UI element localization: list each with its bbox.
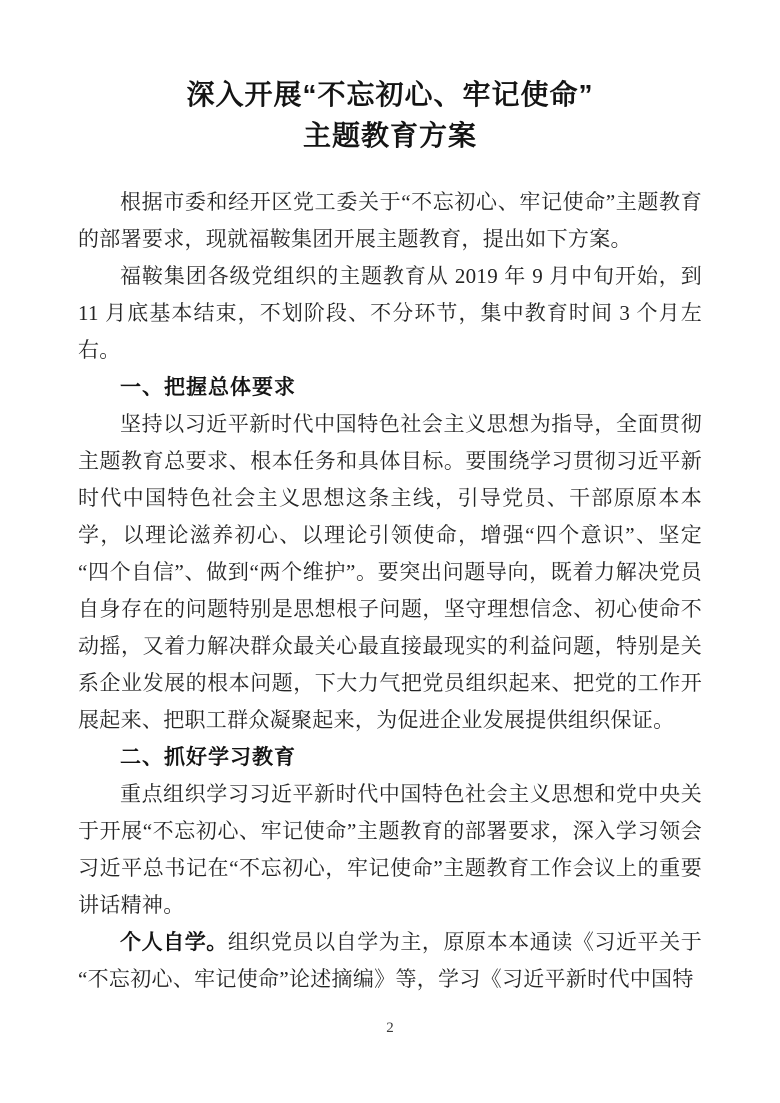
document-body [78,184,702,998]
self-study-paragraph [78,924,702,998]
section-2-heading: 二、抓好学习教育 [120,746,296,769]
section-2-paragraph: 重点组织学习习近平新时代中国特色社会主义思想和党中央关于开展“不忘初心、牢记使命”主题教育的部署要求，深入学习领会习近平总书记在“不忘初心，牢记使命”主题教育工作会议上的重要讲话精神。 [78,782,702,917]
document-title-line-1: 深入开展“不忘初心、牢记使命” [186,79,594,110]
page-number: 2 [386,1020,394,1036]
intro-paragraph: 根据市委和经开区党工委关于“不忘初心、牢记使命”主题教育的部署要求，现就福鞍集团开展主题教育，提出如下方案。 [78,190,702,251]
document-title [78,74,702,156]
section-1-heading: 一、把握总体要求 [120,376,296,399]
schedule-paragraph: 福鞍集团各级党组织的主题教育从 2019 年 9 月中旬开始，到 11 月底基本结束，不划阶段、不分环节，集中教育时间 3 个月左右。 [78,264,702,362]
self-study-lead: 个人自学。 [120,931,228,954]
self-study-text: 组织党员以自学为主，原原本本通读《习近平关于“不忘初心、牢记使命”论述摘编》等，学习《习近平新时代中国特 [78,930,702,991]
document-title-line-2: 主题教育方案 [302,120,477,151]
section-1-paragraph: 坚持以习近平新时代中国特色社会主义思想为指导，全面贯彻主题教育总要求、根本任务和具体目标。要围绕学习贯彻习近平新时代中国特色社会主义思想这条主线，引导党员、干部原原本本学，以理论滋养初心、以理论引领使命，增强“四个意识”、坚定“四个自信”、做到“两个维护”。要突出问题导向，既着力解决党员自身存在的问题特别是思想根子问题，坚守理想信念、初心使命不动摇，又着力解决群众最关心最直接最现实的利益问题，特别是关系企业发展的根本问题，下大力气把党员组织起来、把党的工作开展起来、把职工群众凝聚起来，为促进企业发展提供组织保证。 [78,412,702,732]
